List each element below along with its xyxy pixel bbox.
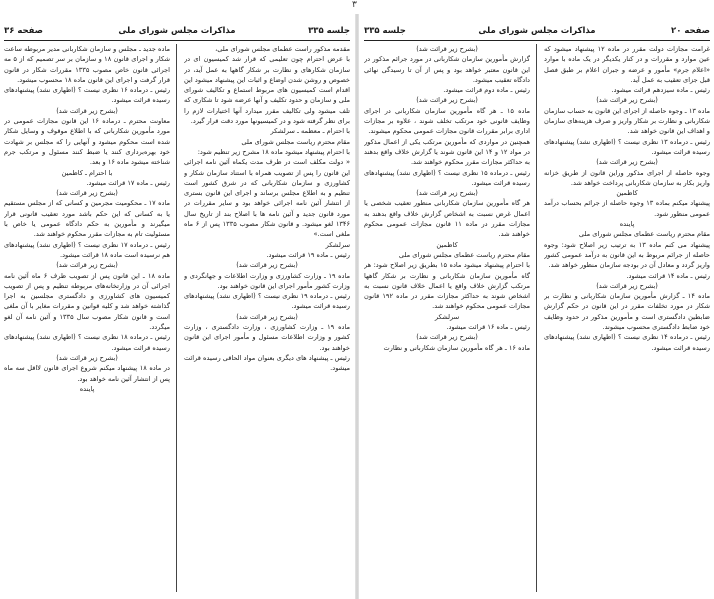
paragraph: رئیس ـ درماده ۱۳ نظری نیست ؟ (اظهاری نشد) پیشنهادهای رسیده قرائت میشود. <box>544 137 710 156</box>
paragraph: مقام محترم ریاست عظمای مجلس شورای ملی <box>398 250 530 259</box>
paragraph: پاینده <box>619 220 635 229</box>
left-page-number: صفحه ۳۶ <box>4 26 43 36</box>
paragraph: ماده ۱۴ ـ گزارش مأمورین سازمان شکاربانی و نظارت بر شکار در مورد تخلفات مقرر در این قانون در حکم گزارش ضابطین دادگستری است و مأمورین مذکور در حدود وظایف خود ضابط دادگستری محسوب میشوند. <box>544 292 710 332</box>
left-column-divider <box>176 44 177 592</box>
right-running-head <box>364 24 710 38</box>
right-page-column-left <box>364 44 530 596</box>
paragraph: (بشرح زیر قرائت شد) <box>416 333 478 342</box>
paragraph: همچنین در مواردی که مأمورین مرتکب یکی از اعمال مذکور در مواد ۱۲ و ۱۴ این قانون شوند یا گزارش خلاف واقع بدهند به حداکثر مجازات مقرر محکوم خواهند شد. <box>364 137 530 167</box>
paragraph: وجوه حاصله از اجرای مذکور وراین قانون از طریق خزانه واریز بکار به سازمان شکاربانی پرداخت خواهد شد. <box>544 168 710 187</box>
paragraph: رئیس ـ ماده ۱۴ قرائت میشود. <box>626 271 710 280</box>
right-column-divider <box>536 44 537 592</box>
paragraph: رئیس ـ درماده ۱۸ نظری نیست ؟ (اظهاری نشد) پیشنهادهای رسیده قرائت میشود. <box>4 333 170 352</box>
paragraph: رئیس ـ پیشنهاد های دیگری بعنوان مواد الحاقی رسیده قرائت میشود. <box>184 353 350 373</box>
paragraph: (بشرح زیر قرائت شد) <box>596 281 658 290</box>
paragraph: ماده ۱۶ ـ هر گاه مأمورین سازمان شکاربانی و نظارت <box>383 343 530 352</box>
paragraph: رئیس ـ درماده ۱۷ نظری نیست ؟ (اظهاری نشد) پیشنهادهای هم نرسیده است ماده ۱۸ قرائت میشود. <box>4 240 170 259</box>
paragraph: پیشنهاد می کنم ماده ۱۳ به ترتیب زیر اصلاح شود: وجوه حاصله از جرائم مربوط به این قانون به درآمد عمومی کشور واریز گردد و معادل آن در بودجه سازمان منظور خواهد شد. <box>544 240 710 270</box>
paragraph: رئیس ـ درماده ۱۶ نظری نیست ؟ (اظهاری نشد) پیشنهادهای رسیده قرائت میشود. <box>4 86 170 105</box>
paragraph: سرلشکر <box>434 312 460 321</box>
paragraph: رئیس ـ ماده سیزدهم قرائت میشود. <box>611 86 710 95</box>
paragraph: (بشرح زیر قرائت شد) <box>56 106 118 115</box>
paragraph: (بشرح زیر قرائت شد) <box>56 353 118 362</box>
right-header-title: مذاکرات مجلس شورای ملی <box>478 26 596 36</box>
paragraph: رئیس ـ درماده ۱۴ نظری نیست ؟ (اظهاری نشد) پیشنهادهای رسیده قرائت میشود. <box>544 333 710 352</box>
right-page-number: صفحه ۲۰ <box>671 26 710 36</box>
paragraph: ماده ۱۳ ـ وجوه حاصله از اجرای این قانون به حساب سازمان شکاربانی و نظارت بر شکار واریز و صرف هزینه‌های سازمان و اهداف این قانون خواهد شد. <box>544 106 710 136</box>
paragraph: رئیس ـ ماده دوم قرائت میشود. <box>443 86 530 95</box>
paragraph: « دولت مکلف است در ظرف مدت یکماه آئین نامه اجرائی این قانون را پس از تصویب همراه با استناد سازمان شکار و کشاورزی و سازمان شکاربانی که در شرق کشور است تنظیم و به اطلاع مجلس برساند و اجرای این قانون بستری از انتشار آئین نامه اجرائی خواهد بود و سایر مقررات در مورد قانون جدید و آئین نامه ها با اصلاح بند از تاریخ سال ۱۳۴۶ لغو میشود. و قانون شکار مصوب ۱۳۳۵ پس از ۶ ماه ملغی است.» <box>184 158 350 239</box>
paragraph: رئیس ـ درماده ۱۹ نظری نیست ؟ (اظهاری نشد) پیشنهادهای رسیده قرائت میشود. <box>184 292 350 311</box>
right-page-column-right <box>544 44 710 596</box>
left-page-column-left <box>4 44 170 596</box>
paragraph: ماده ۱۵ ـ هر گاه مأمورین سازمان شکاربانی در اجرای وظایف قانونی خود مرتکب تخلف شوند ، علاوه بر مجازات اداری برابر مقررات قانون مجازات عمومی محکوم میشوند. <box>364 106 530 136</box>
paragraph: (بشرح زیر قرائت شد) <box>236 261 298 270</box>
paragraph: ماده جدید ـ مجلس و سازمان شکاربانی مدیر مربوطه ساعت شکار و اجرای قانون ۱۸ و سازمان بر سر تصمیم که از ۵ مه اجرائی قانون خاص مصوب ۱۳۳۵ مقررات شکار در قانون قرار گرفت و اجرای این قانون ماده ۱۸ محسوب میشود. <box>4 45 170 84</box>
paragraph: رئیس ـ ماده ۱۷ قرائت میشود. <box>86 178 170 187</box>
paragraph: (بشرح زیر قرائت شد) <box>56 189 118 198</box>
paragraph: در ماده ۱۸ پیشنهاد میکنم شروع اجرای قانون لااقل سه ماه پس از انتشار آئین نامه خواهد بود. <box>4 364 170 383</box>
left-session-label: جلسه ۳۳۵ <box>308 26 350 36</box>
paragraph: (بشرح زیر قرائت شد) <box>416 45 478 53</box>
left-running-head <box>4 24 350 38</box>
right-page <box>364 14 710 597</box>
paragraph: با احترام ـ معظمه ـ سرلشکر <box>270 127 350 136</box>
paragraph: با احترام ـ کاظمین <box>61 168 113 177</box>
paragraph: با عرض احترام چون تعلیمی که قرار شد کمیسیون ای در سازمان شکارهای و نظارت بر شکار گاهها به عمل آید، در خصوص و روشن شدن اوضاع و اثبات این پیشنهاد میشود این اقدام است کمیسیون های مربوط استماع و تکالیف شورای ملی و سازمان و حدود تکلیف و آنها عرضه شود تا شکاری که تلف میشود ولی تکالیف مقرر میدارد آنها اختیارات لازم را برای نظر گرفته شود و در کمیسیونها مورد دقت قرار گیرد. <box>184 55 350 126</box>
paragraph: مقدمه مذکور راست عطمای مجلس شورای ملی، <box>215 45 350 53</box>
paragraph: ماده ۱۹ ـ وزارت کشاورزی و وزارت اطلاعات و جهانگردی و وزارت کشور مأمور اجرای این قانون خواهند بود. <box>184 271 350 290</box>
paragraph: معاونت محترم ـ درماده ۱۶ این قانون مجازات عمومی در مورد مأمورین شکاربانی که با اطلاع موقوف و وسایل شکار شده است محکوم میشود و آنهایی را که مجلس بر شهادت خود بهره‌برداری کنند یا ضبط کنند مسئول و مرتکب جرم شناخته میشود ماده ۱۶ و بعد. <box>4 117 170 167</box>
paragraph: پاینده <box>79 384 95 393</box>
paragraph: (بشرح زیر قرائت شد) <box>236 312 298 321</box>
paragraph: گزارش مأمورین سازمان شکاربانی در مورد جرائم مذکور در این قانون معتبر خواهد بود و پس از آن تا رسیدگی نهائی دادگاه تعقیب میشود. <box>364 55 530 84</box>
paragraph: غرامت مجازات دولت مقرر در ماده ۱۲ پیشنهاد میشود که عین موارد و مقررات و در کنار یکدیگر در یک ماده با موارد «اعلام جرم» مأمور و عرضه و جبران اعلام بر طبق فصل قبل جزای تعقیب به عمل آید. <box>544 45 710 84</box>
paragraph: کاظمین <box>436 240 458 249</box>
paragraph: رئیس ـ ماده ۱۹ قرائت میشود. <box>266 250 350 259</box>
left-page <box>4 14 350 597</box>
paragraph: (بشرح زیر قرائت شد) <box>416 189 478 198</box>
paragraph: کاظمین <box>616 189 638 198</box>
paragraph: هر گاه مأمورین سازمان شکاربانی منظور تعقیب شخصی یا اعمال غرض نسبت به اشخاص گزارش خلاف واقع بدهند به مجازات مقرر در ماده ۱۱ قانون مجازات عمومی محکوم خواهند شد. <box>364 199 530 239</box>
paragraph: سرلشکر <box>325 240 350 249</box>
top-page-mark: ۳ <box>352 0 357 10</box>
paragraph: (بشرح زیر قرائت شد) <box>596 158 658 167</box>
paragraph: پیشنهاد میکنم بماده ۱۳ وجوه حاصله از جرائم بحساب درآمد عمومی منظور شود. <box>544 199 710 218</box>
paragraph: (بشرح زیر قرائت شد) <box>596 96 658 105</box>
left-header-title: مذاکرات مجلس شورای ملی <box>118 26 236 36</box>
right-session-label: جلسه ۳۳۵ <box>364 26 406 36</box>
paragraph: با احترام پیشنهاد میشود ماده ۱۵ بطریق زیر اصلاح شود: هر گاه مأمورین سازمان شکاربانی و نظارت بر شکار گاهها مرتکب گزارش خلاف واقع یا اعمال خلاف قانون نسبت به اشخاص شوند به حداکثر مجازات مقرر در ماده ۱۹۲ قانون مجازات عمومی محکوم خواهند شد. <box>364 261 530 311</box>
paragraph: مقام محترم ریاست عظمای مجلس شورای ملی <box>578 230 710 239</box>
paragraph: رئیس ـ ماده ۱۶ قرائت میشود. <box>446 323 530 332</box>
paragraph: رئیس ـ درماده ۱۵ نظری نیست ؟ (اظهاری نشد) پیشنهادهای رسیده قرائت میشود. <box>364 168 530 187</box>
left-header-rule <box>4 40 350 41</box>
paragraph: (بشرح زیر قرائت شد) <box>56 261 118 270</box>
paragraph: با احترام پیشنهاد میشود ماده ۱۸ مشرح زیر تنظیم شود: <box>197 147 350 156</box>
right-header-rule <box>364 40 710 41</box>
paragraph: مقام محترم ریاست مجلس شورای ملی <box>241 137 350 146</box>
left-page-column-right <box>184 44 350 596</box>
paragraph: ماده ۱۸ ـ این قانون پس از تصویب ظرف ۶ ماه آئین نامه اجرائی آن در وزارتخانه‌های مربوطه تنظیم و پس از تصویب کمیسیون های کشاورزی و دادگستری مجلسین به اجرا گذاشته خواهد شد و کلیه قوانین و مقررات مغایر با آن ملغی است و قانون شکار مصوب سال ۱۳۳۵ و آئین نامه آن لغو میگردد. <box>4 271 170 332</box>
paragraph: ماده ۱۷ ـ محکومیت مجرمین و کسانی که از مجلس مستقیم یا به کسانی که این حکم باشد مورد تعقیب قانونی قرار میگیرند و مأمورین به حکم دادگاه عمومی یا خاص با مسئولیت تام به مجازات مقرر محکوم خواهند شد. <box>4 199 170 239</box>
paragraph: ماده ۱۹ ـ وزارت کشاورزی ، وزارت دادگستری ، وزارت کشور و وزارت اطلاعات مسئول و مأمور اجرای این قانون خواهند بود. <box>184 323 350 352</box>
paragraph: (بشرح زیر قرائت شد) <box>416 96 478 105</box>
book-gutter <box>355 14 359 599</box>
